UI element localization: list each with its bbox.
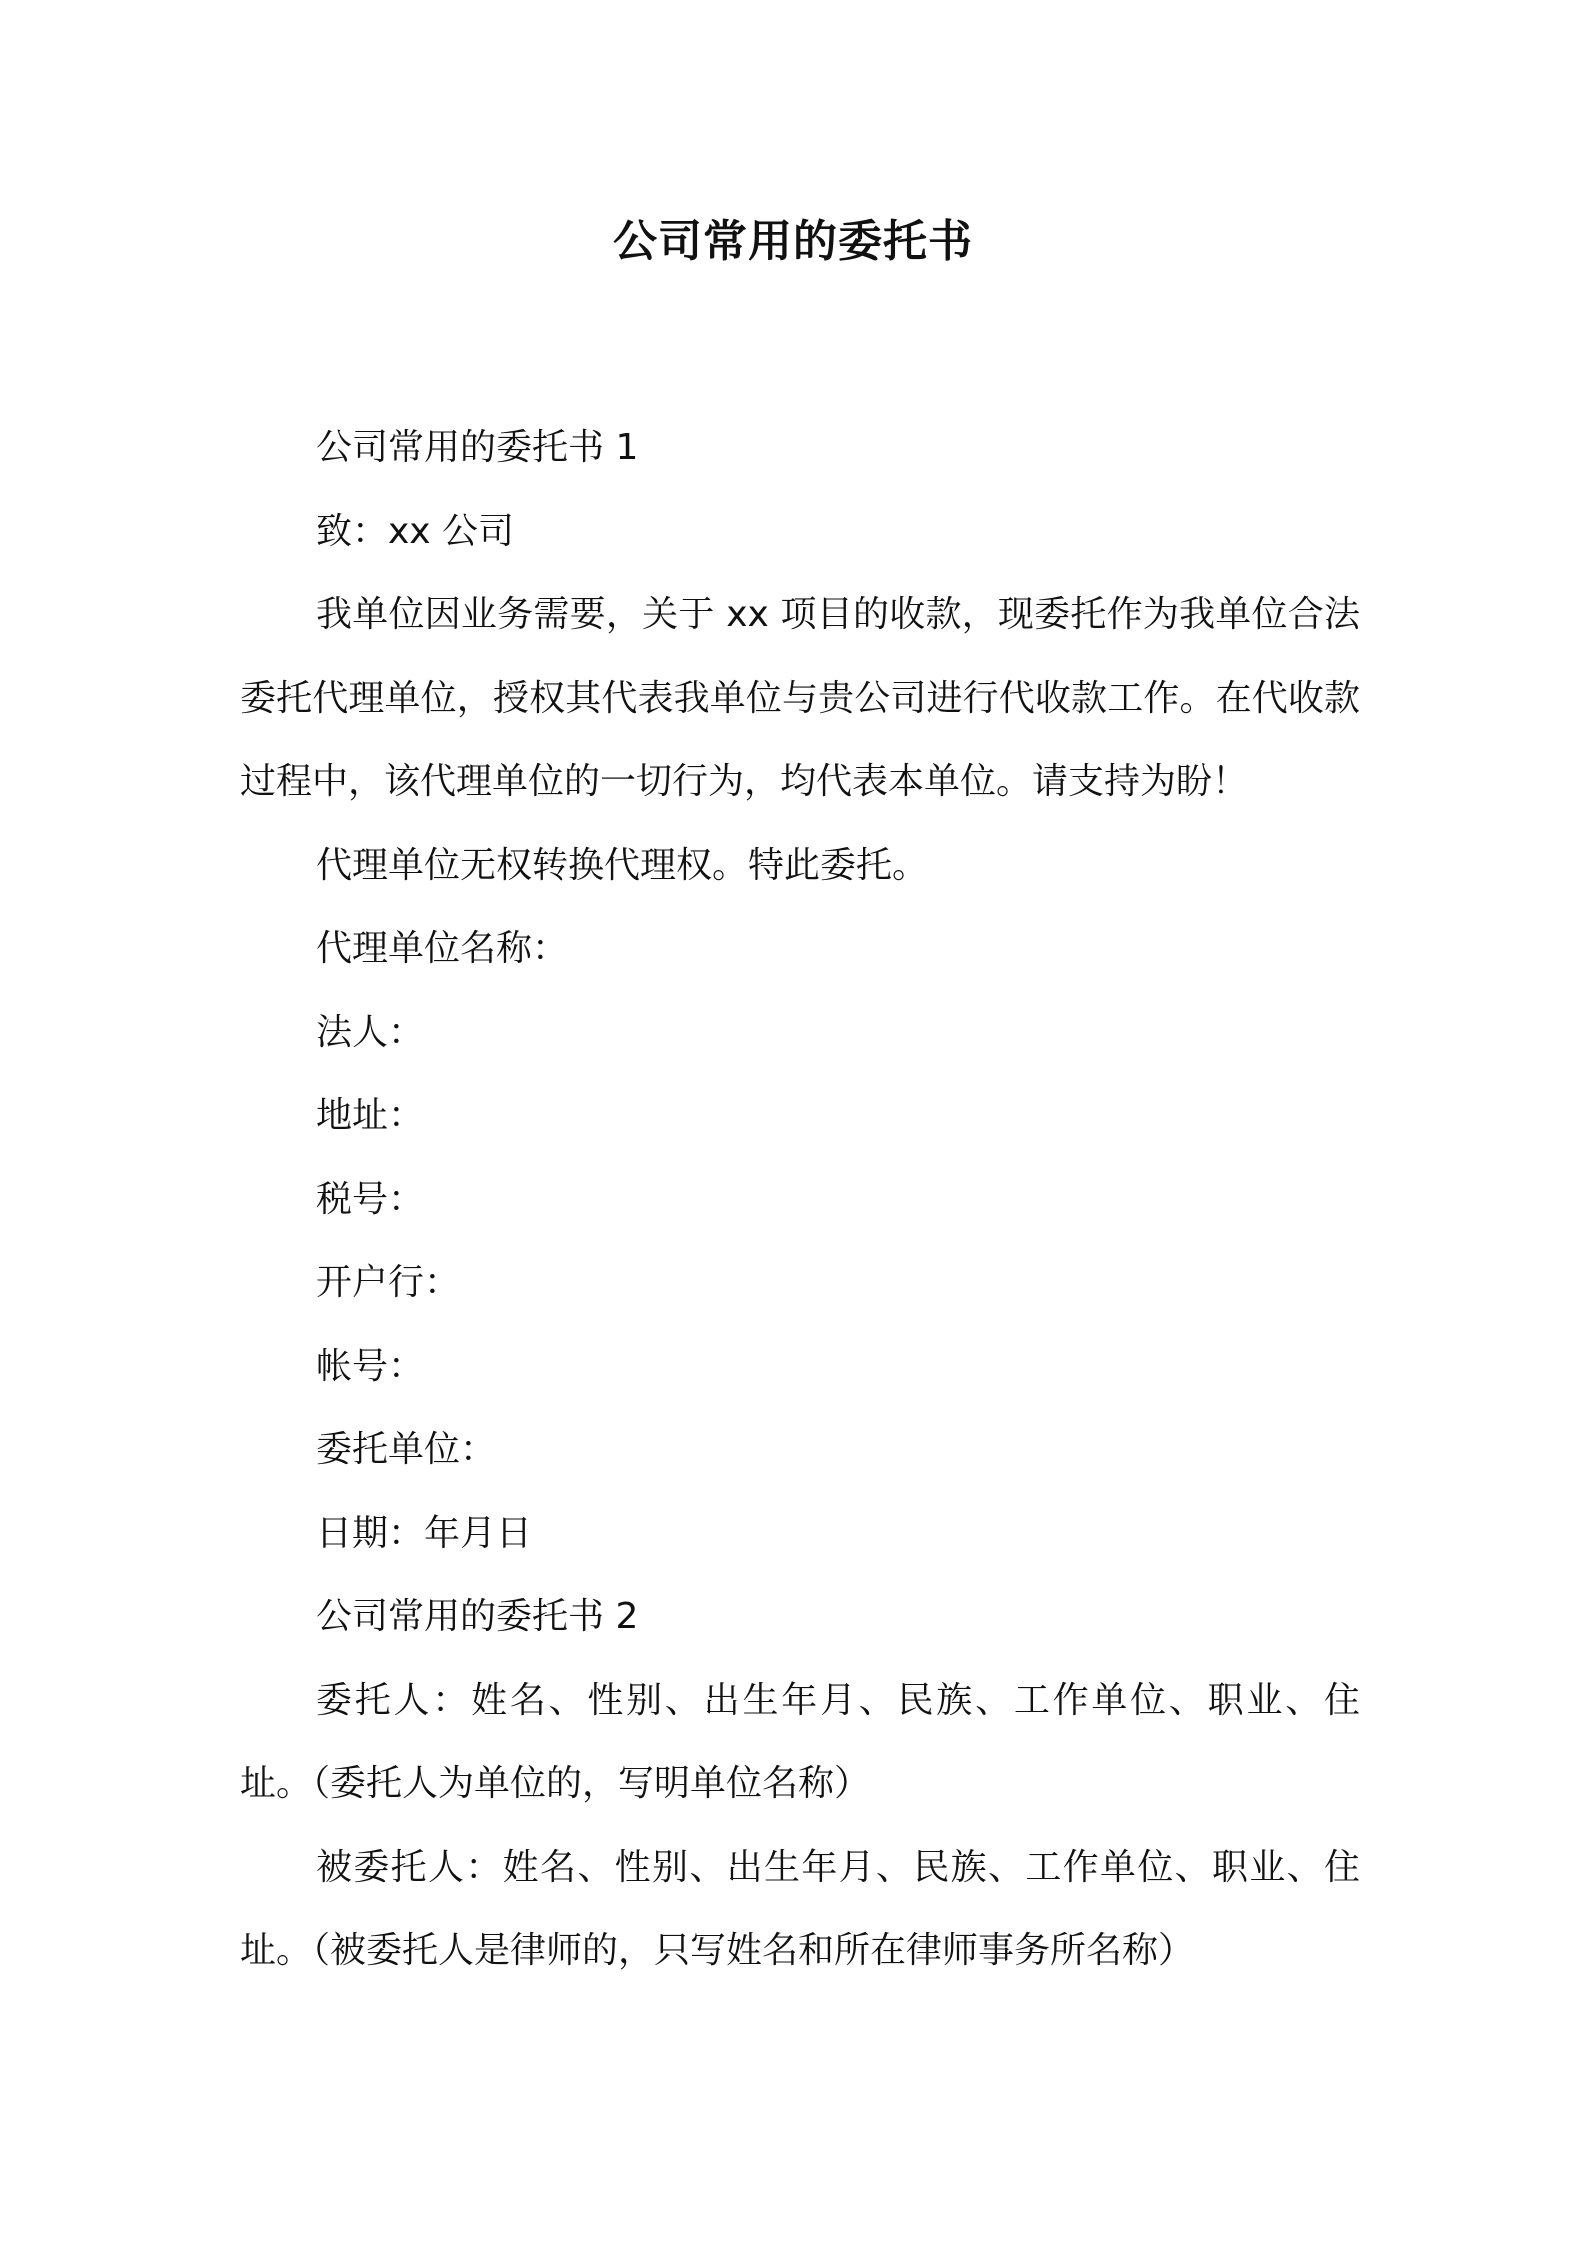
principal-unit-field-label: 委托单位： xyxy=(316,1429,497,1470)
section-heading-1: 公司常用的委托书 1 xyxy=(316,427,639,468)
account-field-label: 帐号： xyxy=(316,1345,425,1387)
document-body xyxy=(240,406,1360,1993)
tax-number-field-label: 税号： xyxy=(316,1178,425,1220)
address-field-label: 地址： xyxy=(316,1095,425,1136)
no-transfer-paragraph: 代理单位无权转换代理权。特此委托。 xyxy=(316,844,929,886)
principal-info-paragraph: 委托人：姓名、性别、出生年月、民族、工作单位、职业、住址。（委托人为单位的，写明单位名称） xyxy=(240,1679,1360,1804)
section-heading-2: 公司常用的委托书 2 xyxy=(316,1596,639,1637)
document-title: 公司常用的委托书 xyxy=(613,216,973,267)
agent-info-paragraph: 被委托人：姓名、性别、出生年月、民族、工作单位、职业、住址。（被委托人是律师的，只写姓名和所在律师事务所名称） xyxy=(240,1846,1360,1971)
agent-name-field-label: 代理单位名称： xyxy=(316,928,569,969)
addressee-line: 致：xx 公司 xyxy=(316,510,515,552)
date-field-label: 日期：年月日 xyxy=(316,1512,533,1554)
bank-field-label: 开户行： xyxy=(316,1262,461,1303)
authorization-paragraph: 我单位因业务需要，关于 xx 项目的收款，现委托作为我单位合法委托代理单位，授权其代表我单位与贵公司进行代收款工作。在代收款过程中，该代理单位的一切行为，均代表本单位。请支持为盼！ xyxy=(240,594,1360,802)
legal-person-field-label: 法人： xyxy=(316,1011,425,1053)
